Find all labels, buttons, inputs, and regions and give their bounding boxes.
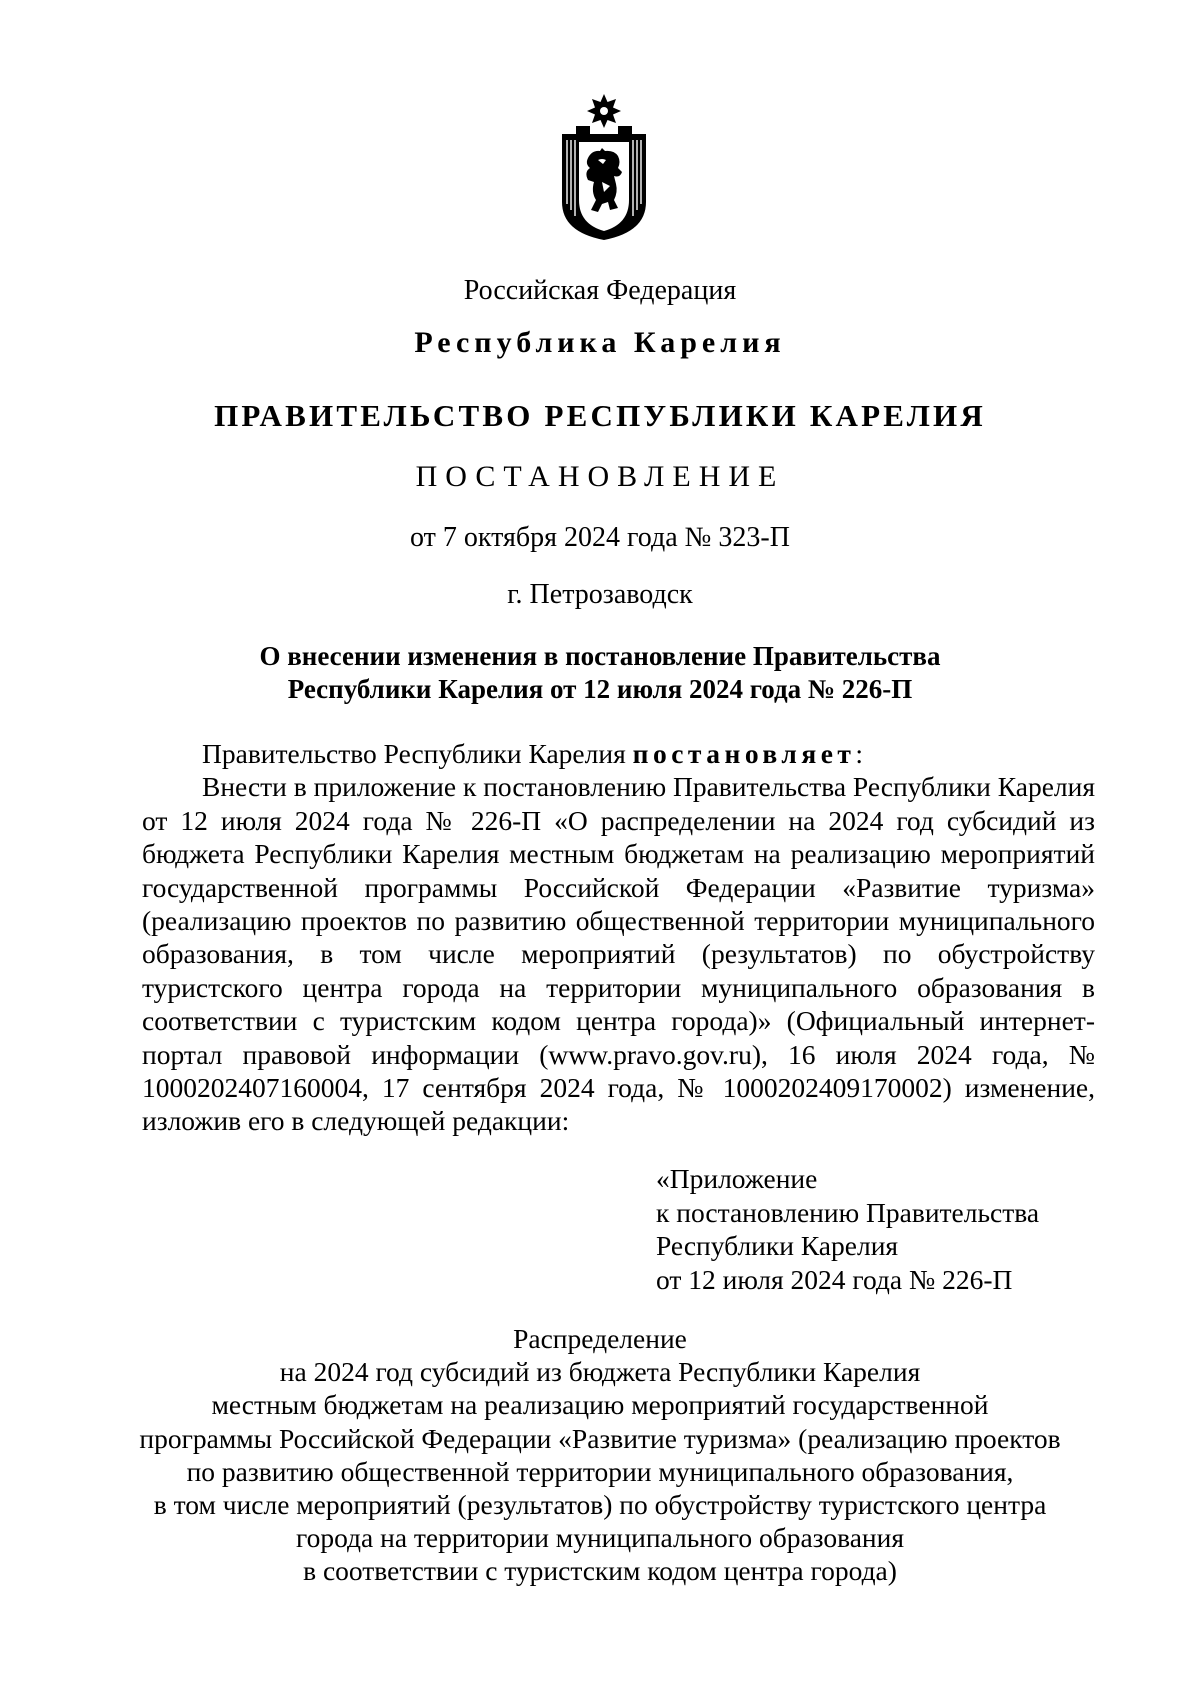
intro-text: Правительство Республики Карелия (202, 738, 633, 769)
distribution-title (0, 1322, 1200, 1588)
distribution-line: в соответствии с туристским кодом центра города) (303, 1555, 897, 1587)
subject-line: Республики Карелия от 12 июля 2024 года № 226-П (287, 674, 913, 704)
republic-name: Республика Карелия (414, 326, 786, 359)
document-city: г. Петрозаводск (507, 579, 693, 610)
decree-word: постановляет (632, 738, 856, 769)
document-date-number: от 7 октября 2024 года № 323-П (410, 522, 790, 553)
distribution-line: города на территории муниципального образования (295, 1522, 905, 1554)
appendix-header (656, 1162, 1096, 1296)
distribution-line: на 2024 год субсидий из бюджета Республики Карелия (279, 1356, 921, 1388)
subject-line: О внесении изменения в постановление Правительства (259, 641, 941, 671)
distribution-line: местным бюджетам на реализацию мероприятий государственной (211, 1389, 989, 1421)
distribution-line: Распределение (513, 1323, 687, 1354)
distribution-line: по развитию общественной территории муниципального образования, (186, 1455, 1014, 1487)
country-name: Российская Федерация (463, 275, 737, 306)
document-type: ПОСТАНОВЛЕНИЕ (415, 460, 785, 493)
appendix-line: Республики Карелия (656, 1230, 899, 1261)
distribution-line: в том числе мероприятий (результатов) по обустройству туристского центра (153, 1489, 1047, 1521)
karelia-coat-of-arms-icon (558, 92, 650, 242)
intro-paragraph (142, 737, 1095, 770)
distribution-line: программы Российской Федерации «Развитие туризма» (реализацию проектов (139, 1422, 1061, 1454)
intro-colon: : (855, 738, 864, 769)
appendix-line: от 12 июля 2024 года № 226-П (656, 1263, 1013, 1295)
document-subject (0, 640, 1200, 706)
document-body (142, 737, 1095, 1138)
appendix-line: к постановлению Правительства (656, 1196, 1040, 1228)
main-paragraph: Внести в приложение к постановлению Правительства Республики Карелия от 12 июля 2024 года № 226-П «О распределении на 2024 год субсидий из бюджета Республики Карелия местным бюджетам на реализацию мероприятий государственной программы Российской Федерации «Развитие туризма» (реализацию проектов по развитию общественной территории муниципального образования, в том числе мероприятий (результатов) по обустройству туристского центра города на территории муниципального образования в соответствии с туристским кодом центра города)» (Официальный интернет-портал правовой информации (www.pravo.gov.ru), 16 июля 2024 года, № 1000202407160004, 17 сентября 2024 года, № 1000202409170002) изменение, изложив его в следующей редакции: (142, 771, 1095, 1137)
appendix-line: «Приложение (656, 1163, 818, 1194)
government-name: ПРАВИТЕЛЬСТВО РЕСПУБЛИКИ КАРЕЛИЯ (214, 398, 986, 433)
